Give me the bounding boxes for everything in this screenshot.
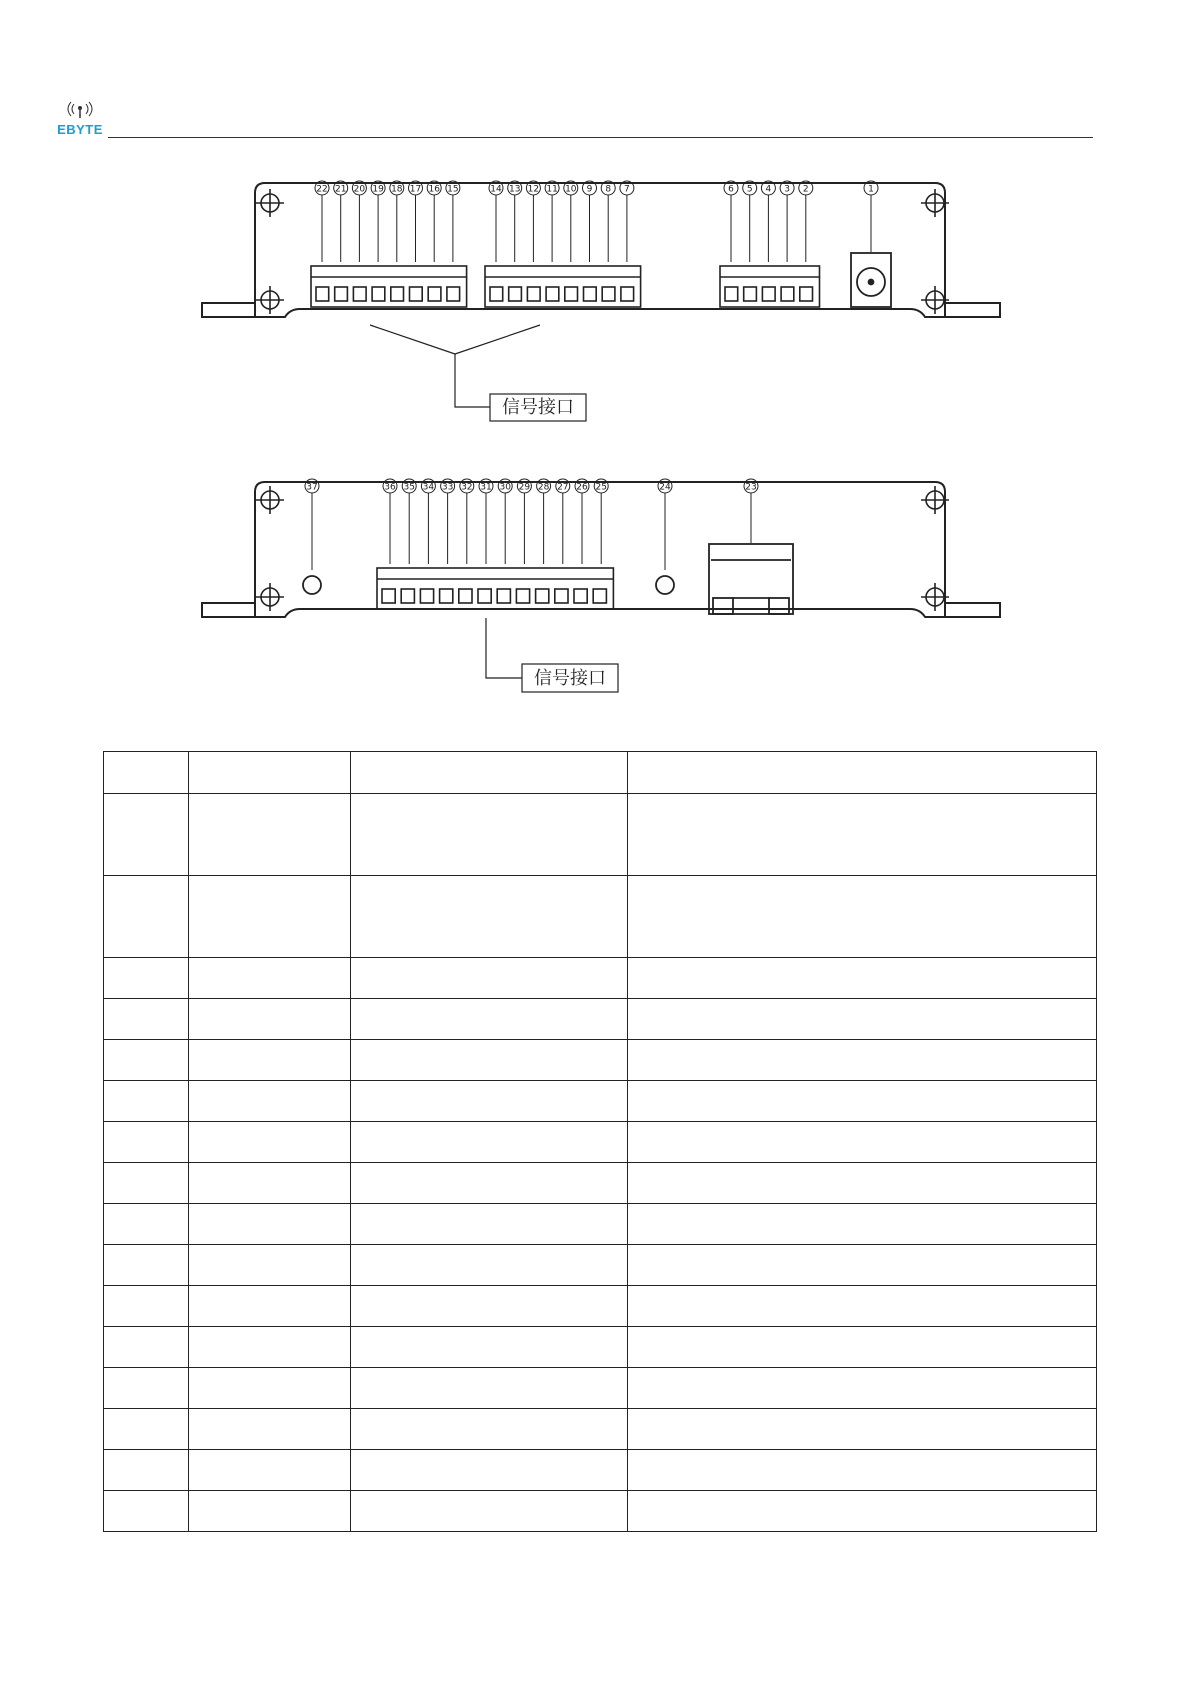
table-cell bbox=[628, 1163, 1097, 1204]
terminal-slot bbox=[762, 287, 775, 301]
table-cell bbox=[351, 1122, 628, 1163]
table-cell bbox=[628, 1040, 1097, 1081]
terminal-slot bbox=[555, 589, 568, 603]
table-row bbox=[104, 1491, 1097, 1532]
terminal-slot bbox=[584, 287, 597, 301]
table-cell bbox=[189, 1286, 351, 1327]
table-cell bbox=[104, 958, 189, 999]
pin-number: 16 bbox=[428, 184, 440, 195]
table-cell bbox=[189, 1327, 351, 1368]
pin-callout bbox=[498, 479, 512, 564]
table-cell bbox=[628, 1409, 1097, 1450]
terminal-slot bbox=[478, 589, 491, 603]
table-cell bbox=[628, 1368, 1097, 1409]
terminal-slot bbox=[565, 287, 578, 301]
pin-number: 3 bbox=[784, 184, 790, 195]
table-cell bbox=[189, 1368, 351, 1409]
table-cell bbox=[104, 876, 189, 958]
pin-number: 9 bbox=[586, 184, 593, 195]
table-cell bbox=[189, 1450, 351, 1491]
table-cell bbox=[189, 1163, 351, 1204]
table-row bbox=[104, 999, 1097, 1040]
table-cell bbox=[628, 1286, 1097, 1327]
table-cell bbox=[189, 876, 351, 958]
pin-callout bbox=[780, 181, 794, 262]
table-cell bbox=[189, 794, 351, 876]
table-cell bbox=[628, 958, 1097, 999]
pin-number: 2 bbox=[802, 184, 809, 195]
pin-callout bbox=[427, 181, 441, 262]
table-cell bbox=[351, 1409, 628, 1450]
table-row bbox=[104, 1122, 1097, 1163]
terminal-slot bbox=[410, 287, 423, 301]
pin-number: 19 bbox=[372, 184, 384, 195]
mounting-hole bbox=[256, 583, 284, 611]
table-row bbox=[104, 1245, 1097, 1286]
table-cell bbox=[189, 1245, 351, 1286]
terminal-slot bbox=[593, 589, 606, 603]
signal-interface-label: 信号接口 bbox=[534, 668, 606, 689]
table-cell bbox=[351, 1040, 628, 1081]
brand-name: EBYTE bbox=[57, 122, 103, 137]
table-cell bbox=[104, 1368, 189, 1409]
table-cell bbox=[628, 1122, 1097, 1163]
pin-callout bbox=[421, 479, 435, 564]
pin-callout bbox=[864, 181, 878, 252]
table-row bbox=[104, 1081, 1097, 1122]
pin-callout bbox=[620, 181, 634, 262]
pin-number: 14 bbox=[490, 184, 502, 195]
terminal-slot bbox=[428, 287, 441, 301]
pin-callout bbox=[658, 479, 672, 570]
table-cell bbox=[351, 999, 628, 1040]
table-cell bbox=[189, 1081, 351, 1122]
pin-callout bbox=[409, 181, 423, 262]
pin-callout bbox=[583, 181, 597, 262]
table-cell bbox=[351, 1286, 628, 1327]
pin-number: 33 bbox=[441, 482, 454, 493]
table-cell bbox=[351, 1245, 628, 1286]
table-cell bbox=[351, 876, 628, 958]
table-cell bbox=[351, 958, 628, 999]
terminal-block bbox=[485, 266, 641, 307]
pin-number: 15 bbox=[447, 184, 459, 195]
table-header-cell bbox=[104, 752, 189, 794]
table-cell bbox=[189, 1204, 351, 1245]
terminal-slot bbox=[353, 287, 366, 301]
pin-number: 29 bbox=[518, 482, 531, 493]
mounting-hole bbox=[256, 286, 284, 314]
terminal-blocks bbox=[311, 266, 820, 307]
pin-callout bbox=[460, 479, 474, 564]
table-row bbox=[104, 1450, 1097, 1491]
pin-callout bbox=[371, 181, 385, 262]
table-cell bbox=[104, 1286, 189, 1327]
pin-callouts bbox=[315, 181, 878, 262]
pin-number: 25 bbox=[595, 482, 607, 493]
pin-number: 12 bbox=[527, 184, 540, 195]
table-cell bbox=[104, 1163, 189, 1204]
terminal-slot bbox=[372, 287, 385, 301]
terminal-slot bbox=[744, 287, 757, 301]
terminal-slot bbox=[602, 287, 615, 301]
pin-callout bbox=[446, 181, 460, 262]
terminal-slot bbox=[497, 589, 510, 603]
pin-callout bbox=[545, 181, 559, 262]
terminal-block bbox=[377, 568, 613, 609]
table-row bbox=[104, 1327, 1097, 1368]
pin-callout bbox=[594, 479, 608, 564]
pin-number: 27 bbox=[557, 482, 569, 493]
pin-callout bbox=[744, 479, 758, 543]
pin-number: 22 bbox=[316, 184, 328, 195]
pin-number: 13 bbox=[508, 184, 521, 195]
terminal-slot bbox=[781, 287, 794, 301]
pin-callout bbox=[334, 181, 348, 262]
wireless-signal-icon bbox=[60, 100, 100, 120]
table-cell bbox=[189, 1409, 351, 1450]
table-cell bbox=[351, 1491, 628, 1532]
pin-number: 30 bbox=[499, 482, 511, 493]
terminal-slot bbox=[621, 287, 634, 301]
pin-callout bbox=[761, 181, 775, 262]
table-cell bbox=[628, 1327, 1097, 1368]
table-row bbox=[104, 958, 1097, 999]
table-cell bbox=[104, 1122, 189, 1163]
pin-number: 5 bbox=[746, 184, 753, 195]
pin-number: 18 bbox=[391, 184, 403, 195]
signal-interface-label: 信号接口 bbox=[502, 397, 574, 418]
pin-callout bbox=[508, 181, 522, 262]
table-cell bbox=[351, 1163, 628, 1204]
table-cell bbox=[104, 1204, 189, 1245]
table-cell bbox=[189, 999, 351, 1040]
terminal-slot bbox=[316, 287, 329, 301]
table-row bbox=[104, 1204, 1097, 1245]
pin-number: 32 bbox=[461, 482, 473, 493]
pin-callout bbox=[575, 479, 589, 564]
pin-callout bbox=[743, 181, 757, 262]
table-header-cell bbox=[189, 752, 351, 794]
table-cell bbox=[628, 794, 1097, 876]
pin-number: 31 bbox=[480, 482, 492, 493]
pin-callout bbox=[556, 479, 570, 564]
table-cell bbox=[351, 794, 628, 876]
mounting-holes bbox=[256, 486, 949, 611]
table-header-row bbox=[104, 752, 1097, 794]
terminal-slot bbox=[447, 287, 460, 301]
terminal-slot bbox=[509, 287, 522, 301]
table-cell bbox=[104, 794, 189, 876]
table-row bbox=[104, 1040, 1097, 1081]
table-cell bbox=[189, 958, 351, 999]
terminal-block bbox=[720, 266, 820, 307]
pin-callout bbox=[489, 181, 503, 262]
terminal-slot bbox=[574, 589, 587, 603]
table-cell bbox=[628, 1450, 1097, 1491]
pin-number: 4 bbox=[765, 184, 772, 195]
table-row bbox=[104, 1409, 1097, 1450]
table-cell bbox=[104, 1040, 189, 1081]
terminal-slot bbox=[527, 287, 540, 301]
pin-number: 36 bbox=[384, 482, 396, 493]
table-cell bbox=[104, 1409, 189, 1450]
pin-number: 17 bbox=[409, 184, 422, 195]
table-cell bbox=[628, 1204, 1097, 1245]
pin-number: 11 bbox=[546, 184, 558, 195]
pin-number: 28 bbox=[537, 482, 550, 493]
terminal-slot bbox=[459, 589, 472, 603]
table-row bbox=[104, 794, 1097, 876]
terminal-block bbox=[377, 568, 613, 609]
table-cell bbox=[351, 1450, 628, 1491]
pin-callout bbox=[352, 181, 366, 262]
table-cell bbox=[189, 1040, 351, 1081]
header-divider bbox=[108, 137, 1093, 138]
pin-callout bbox=[526, 181, 540, 262]
terminal-slot bbox=[391, 287, 404, 301]
pin-description-table bbox=[103, 751, 1097, 1532]
table-cell bbox=[628, 1491, 1097, 1532]
pin-number: 21 bbox=[334, 184, 347, 195]
pin-callout bbox=[564, 181, 578, 262]
pin-number: 8 bbox=[605, 184, 612, 195]
pin-number: 20 bbox=[353, 184, 366, 195]
pin-callout bbox=[315, 181, 329, 262]
pin-callout bbox=[402, 479, 416, 564]
terminal-slot bbox=[536, 589, 549, 603]
table-cell bbox=[351, 1327, 628, 1368]
terminal-slot bbox=[401, 589, 414, 603]
device-bottom-panel-diagram bbox=[0, 468, 1191, 708]
pin-number: 6 bbox=[728, 184, 734, 195]
ebyte-logo bbox=[50, 100, 110, 137]
pin-callout bbox=[517, 479, 531, 564]
pin-callouts bbox=[305, 479, 758, 570]
pin-number: 26 bbox=[576, 482, 588, 493]
table-cell bbox=[628, 999, 1097, 1040]
terminal-slot bbox=[440, 589, 453, 603]
pin-number: 34 bbox=[422, 482, 435, 493]
table-cell bbox=[104, 1491, 189, 1532]
pin-callout bbox=[537, 479, 551, 564]
terminal-block bbox=[311, 266, 467, 307]
terminal-slot bbox=[490, 287, 503, 301]
pin-callout bbox=[724, 181, 738, 262]
table-cell bbox=[351, 1368, 628, 1409]
table-cell bbox=[351, 1081, 628, 1122]
table-row bbox=[104, 876, 1097, 958]
pin-number: 1 bbox=[868, 184, 874, 195]
table-cell bbox=[104, 999, 189, 1040]
table-cell bbox=[104, 1245, 189, 1286]
pin-number: 10 bbox=[565, 184, 577, 195]
terminal-slot bbox=[516, 589, 529, 603]
table-header-cell bbox=[351, 752, 628, 794]
table-row bbox=[104, 1368, 1097, 1409]
terminal-slot bbox=[382, 589, 395, 603]
terminal-slot bbox=[420, 589, 433, 603]
table-cell bbox=[104, 1081, 189, 1122]
table-header-cell bbox=[628, 752, 1097, 794]
table-cell bbox=[351, 1204, 628, 1245]
pin-callout bbox=[799, 181, 813, 262]
terminal-slot bbox=[335, 287, 348, 301]
table-cell bbox=[104, 1450, 189, 1491]
pin-callout bbox=[441, 479, 455, 564]
rj45-port bbox=[709, 544, 793, 614]
pin-number: 7 bbox=[624, 184, 630, 195]
pin-number: 35 bbox=[403, 482, 415, 493]
pin-callout bbox=[305, 479, 319, 570]
table-row bbox=[104, 1163, 1097, 1204]
table-cell bbox=[628, 876, 1097, 958]
table-cell bbox=[189, 1122, 351, 1163]
table-row bbox=[104, 1286, 1097, 1327]
terminal-slot bbox=[725, 287, 738, 301]
pin-number: 24 bbox=[659, 482, 671, 493]
table-cell bbox=[628, 1081, 1097, 1122]
mounting-hole bbox=[256, 486, 284, 514]
power-jack bbox=[851, 253, 891, 307]
table-cell bbox=[104, 1327, 189, 1368]
mounting-hole bbox=[256, 189, 284, 217]
table-cell bbox=[628, 1245, 1097, 1286]
terminal-slot bbox=[800, 287, 813, 301]
table-cell bbox=[189, 1491, 351, 1532]
pin-number: 23 bbox=[745, 482, 757, 493]
pin-callout bbox=[390, 181, 404, 262]
pin-callout bbox=[383, 479, 397, 564]
pin-number: 37 bbox=[306, 482, 318, 493]
terminal-slot bbox=[546, 287, 559, 301]
pin-callout bbox=[601, 181, 615, 262]
pin-callout bbox=[479, 479, 493, 564]
